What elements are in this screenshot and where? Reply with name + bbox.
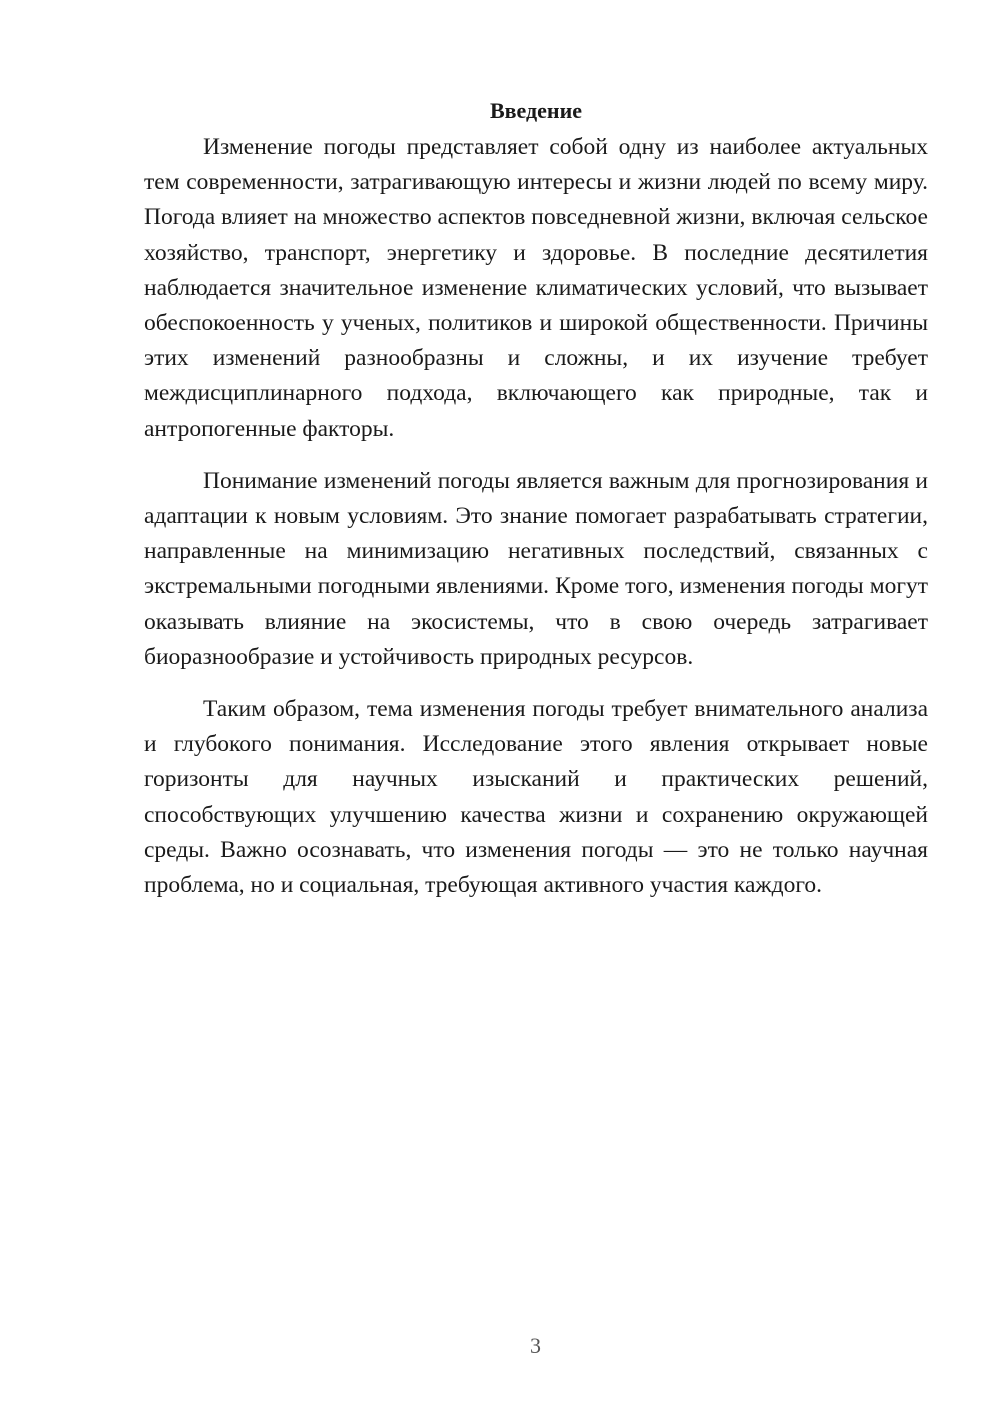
page-number: 3 <box>530 1333 541 1358</box>
paragraph-understanding: Понимание изменений погоды является важным для прогнозирования и адаптации к новым условиям. Это знание помогает разрабатывать стратегии, направленные на минимизацию негативных последствий, связанных с экстремальными погодными явлениями. Кроме того, изменения погоды могут оказывать влияние на экосистемы, что в свою очередь затрагивает биоразнообразие и устойчивость природных ресурсов. <box>144 467 928 670</box>
paragraph-intro: Изменение погоды представляет собой одну из наиболее актуальных тем современности, затрагивающую интересы и жизни людей по всему миру. Погода влияет на множество аспектов повседневной жизни, включая сельское хозяйство, транспорт, энергетику и здоровье. В последние десятилетия наблюдается значительное изменение климатических условий, что вызывает обеспокоенность у ученых, политиков и широкой общественности. Причины этих изменений разнообразны и сложны, и их изучение требует междисциплинарного подхода, включающего как природные, так и антропогенные факторы. <box>144 134 928 442</box>
section-heading: Введение <box>489 98 583 123</box>
paragraph-conclusion: Таким образом, тема изменения погоды требует внимательного анализа и глубокого понимания. Исследование этого явления открывает новые горизонты для научных изысканий и практических решений, способствующих улучшению качества жизни и сохранению окружающей среды. Важно осознавать, что изменения погоды — это не только научная проблема, но и социальная, требующая активного участия каждого. <box>144 696 928 899</box>
document-page <box>144 96 928 920</box>
